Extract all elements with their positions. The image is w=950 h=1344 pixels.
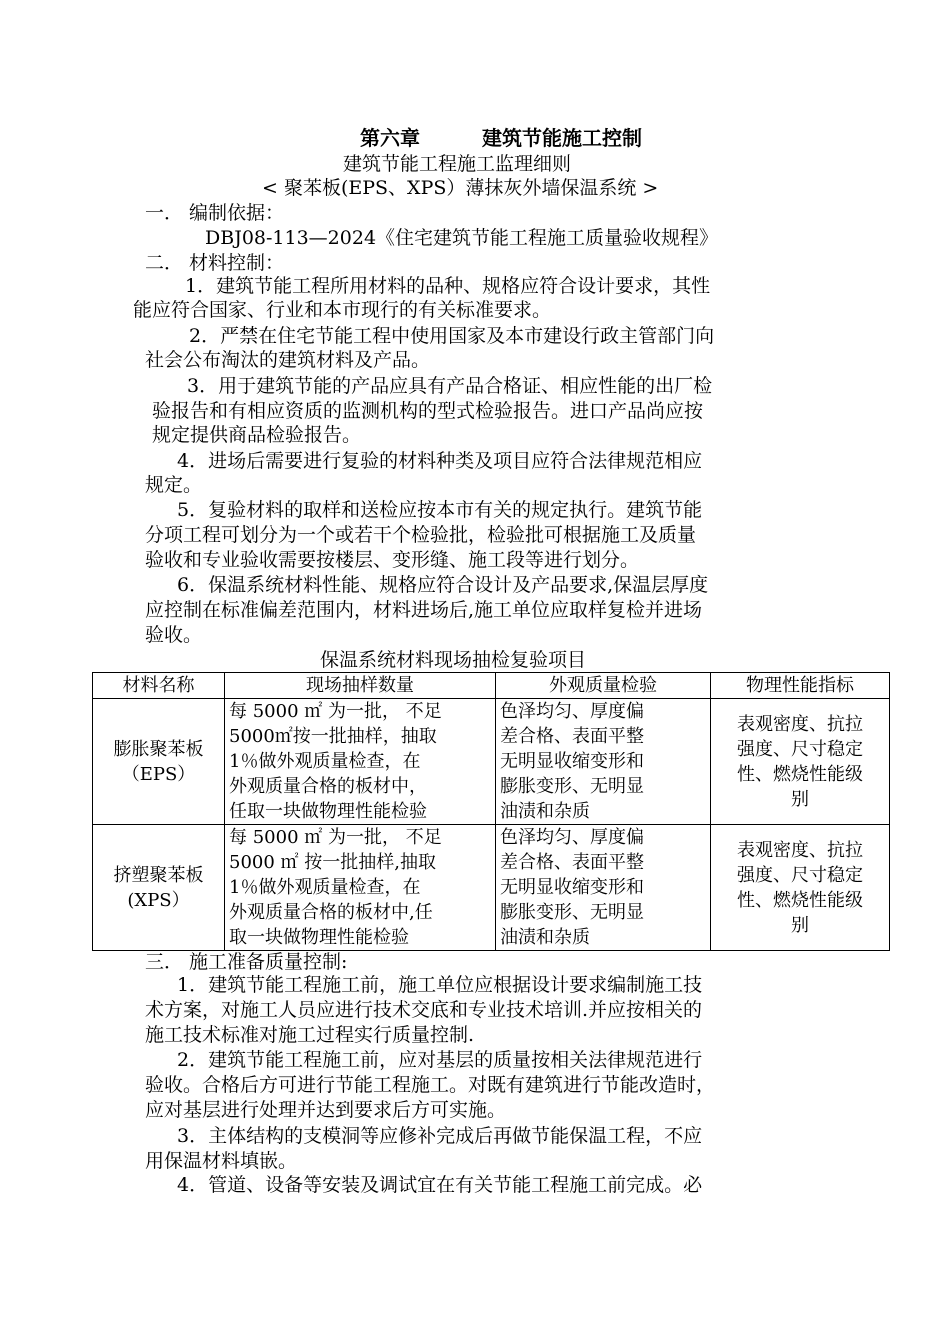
paragraph-line: 验收。合格后方可进行节能工程施工。对既有建筑进行节能改造时， bbox=[145, 1074, 716, 1096]
paragraph-line: 3．主体结构的支模洞等应修补完成后再做节能保温工程，不应 bbox=[177, 1125, 703, 1147]
paragraph-line: 2．建筑节能工程施工前，应对基层的质量按相关法律规范进行 bbox=[177, 1049, 703, 1071]
paragraph-line: 术方案，对施工人员应进行技术交底和专业技术培训.并应按相关的 bbox=[145, 999, 703, 1021]
table-header-row bbox=[93, 673, 890, 699]
chapter-heading bbox=[360, 122, 642, 151]
paragraph-line: 分项工程可划分为一个或若干个检验批，检验批可根据施工及质量 bbox=[145, 524, 697, 546]
paragraph-line: 规定提供商品检验报告。 bbox=[152, 424, 362, 446]
subtitle-2: < 聚苯板(EPS、XPS）薄抹灰外墙保温系统 > bbox=[262, 177, 659, 199]
column-header: 外观质量检验 bbox=[496, 673, 711, 699]
paragraph-line: 1．建筑节能工程所用材料的品种、规格应符合设计要求，其性 bbox=[185, 275, 711, 297]
cell-text: 色泽均匀、厚度偏 bbox=[500, 701, 644, 722]
cell-text: 每 5000 ㎡ 为一批， 不足 bbox=[229, 827, 442, 848]
cell-text: 任取一块做物理性能检验 bbox=[229, 801, 427, 822]
column-header: 材料名称 bbox=[93, 673, 225, 699]
cell-text: 外观质量合格的板材中,任 bbox=[229, 902, 433, 923]
cell-text: 膨胀变形、无明显 bbox=[500, 902, 644, 923]
paragraph-line: 用保温材料填嵌。 bbox=[145, 1150, 298, 1172]
sampling-quantity-cell bbox=[225, 699, 496, 825]
cell-text: 色泽均匀、厚度偏 bbox=[500, 827, 644, 848]
physical-property-cell bbox=[711, 825, 890, 951]
paragraph-line: 应对基层进行处理并达到要求后方可实施。 bbox=[145, 1099, 507, 1121]
table-caption: 保温系统材料现场抽检复验项目 bbox=[320, 649, 587, 671]
cell-text: 强度、尺寸稳定 bbox=[737, 738, 863, 760]
material-name-cell bbox=[93, 825, 225, 951]
cell-text: 性、燃烧性能级 bbox=[737, 889, 863, 911]
cell-text: 1％做外观质量检查，在 bbox=[229, 751, 421, 772]
appearance-check-cell bbox=[496, 825, 711, 951]
paragraph-line: 能应符合国家、行业和本市现行的有关标准要求。 bbox=[133, 299, 552, 321]
cell-text: 油渍和杂质 bbox=[500, 927, 590, 948]
chapter-title: 建筑节能施工控制 bbox=[482, 126, 642, 150]
cell-text: 性、燃烧性能级 bbox=[737, 763, 863, 785]
cell-text: 表观密度、抗拉 bbox=[737, 839, 863, 861]
cell-text: 无明显收缩变形和 bbox=[500, 751, 644, 772]
section-3-heading: 三． 施工准备质量控制: bbox=[145, 951, 348, 973]
table-row bbox=[93, 825, 890, 951]
cell-text: 5000㎡按一批抽样，抽取 bbox=[229, 726, 437, 747]
paragraph-line: 应控制在标准偏差范围内，材料进场后,施工单位应取样复检并进场 bbox=[145, 599, 703, 621]
table-row bbox=[93, 699, 890, 825]
cell-text: 表观密度、抗拉 bbox=[737, 713, 863, 735]
cell-text: 1％做外观质量检查，在 bbox=[229, 877, 421, 898]
cell-text: 外观质量合格的板材中， bbox=[229, 776, 427, 797]
cell-text: 强度、尺寸稳定 bbox=[737, 864, 863, 886]
paragraph-line: 规定。 bbox=[145, 474, 203, 496]
paragraph-line: 社会公布淘汰的建筑材料及产品。 bbox=[145, 349, 431, 371]
cell-text: 无明显收缩变形和 bbox=[500, 877, 644, 898]
section-1-reference: DBJ08-113—2024《住宅建筑节能工程施工质量验收规程》 bbox=[205, 227, 719, 249]
chapter-number: 第六章 bbox=[360, 126, 420, 150]
subtitle-1: 建筑节能工程施工监理细则 bbox=[343, 153, 572, 175]
cell-text: 膨胀变形、无明显 bbox=[500, 776, 644, 797]
sampling-quantity-cell bbox=[225, 825, 496, 951]
paragraph-line: 3．用于建筑节能的产品应具有产品合格证、相应性能的出厂检 bbox=[187, 375, 713, 397]
paragraph-line: 1．建筑节能工程施工前，施工单位应根据设计要求编制施工技 bbox=[177, 974, 703, 996]
cell-text: 别 bbox=[791, 788, 809, 810]
paragraph-line: 2．严禁在住宅节能工程中使用国家及本市建设行政主管部门向 bbox=[189, 325, 715, 347]
paragraph-line: 4．进场后需要进行复验的材料种类及项目应符合法律规范相应 bbox=[177, 450, 703, 472]
cell-text: 油渍和杂质 bbox=[500, 801, 590, 822]
cell-text: 差合格、表面平整 bbox=[500, 726, 644, 747]
cell-text: 取一块做物理性能检验 bbox=[229, 927, 409, 948]
paragraph-line: 施工技术标准对施工过程实行质量控制. bbox=[145, 1024, 475, 1046]
paragraph-line: 6．保温系统材料性能、规格应符合设计及产品要求,保温层厚度 bbox=[177, 574, 709, 596]
cell-text: 差合格、表面平整 bbox=[500, 852, 644, 873]
material-name-cell bbox=[93, 699, 225, 825]
cell-text: （EPS） bbox=[121, 763, 196, 785]
section-1-heading: 一． 编制依据： bbox=[145, 202, 285, 224]
cell-text: (XPS） bbox=[127, 889, 190, 911]
paragraph-line: 5．复验材料的取样和送检应按本市有关的规定执行。建筑节能 bbox=[177, 499, 703, 521]
paragraph-line: 4．管道、设备等安装及调试宜在有关节能工程施工前完成。必 bbox=[177, 1174, 703, 1196]
cell-text: 挤塑聚苯板 bbox=[113, 864, 204, 886]
column-header: 现场抽样数量 bbox=[225, 673, 496, 699]
inspection-table bbox=[92, 672, 890, 951]
physical-property-cell bbox=[711, 699, 890, 825]
cell-text: 别 bbox=[791, 914, 809, 936]
cell-text: 5000 ㎡ 按一批抽样,抽取 bbox=[229, 852, 436, 873]
paragraph-line: 验报告和有相应资质的监测机构的型式检验报告。进口产品尚应按 bbox=[152, 400, 704, 422]
column-header: 物理性能指标 bbox=[711, 673, 890, 699]
section-2-heading: 二． 材料控制： bbox=[145, 252, 285, 274]
paragraph-line: 验收和专业验收需要按楼层、变形缝、施工段等进行划分。 bbox=[145, 549, 640, 571]
cell-text: 每 5000 ㎡ 为一批， 不足 bbox=[229, 701, 442, 722]
paragraph-line: 验收。 bbox=[145, 624, 203, 646]
appearance-check-cell bbox=[496, 699, 711, 825]
cell-text: 膨胀聚苯板 bbox=[113, 738, 204, 760]
